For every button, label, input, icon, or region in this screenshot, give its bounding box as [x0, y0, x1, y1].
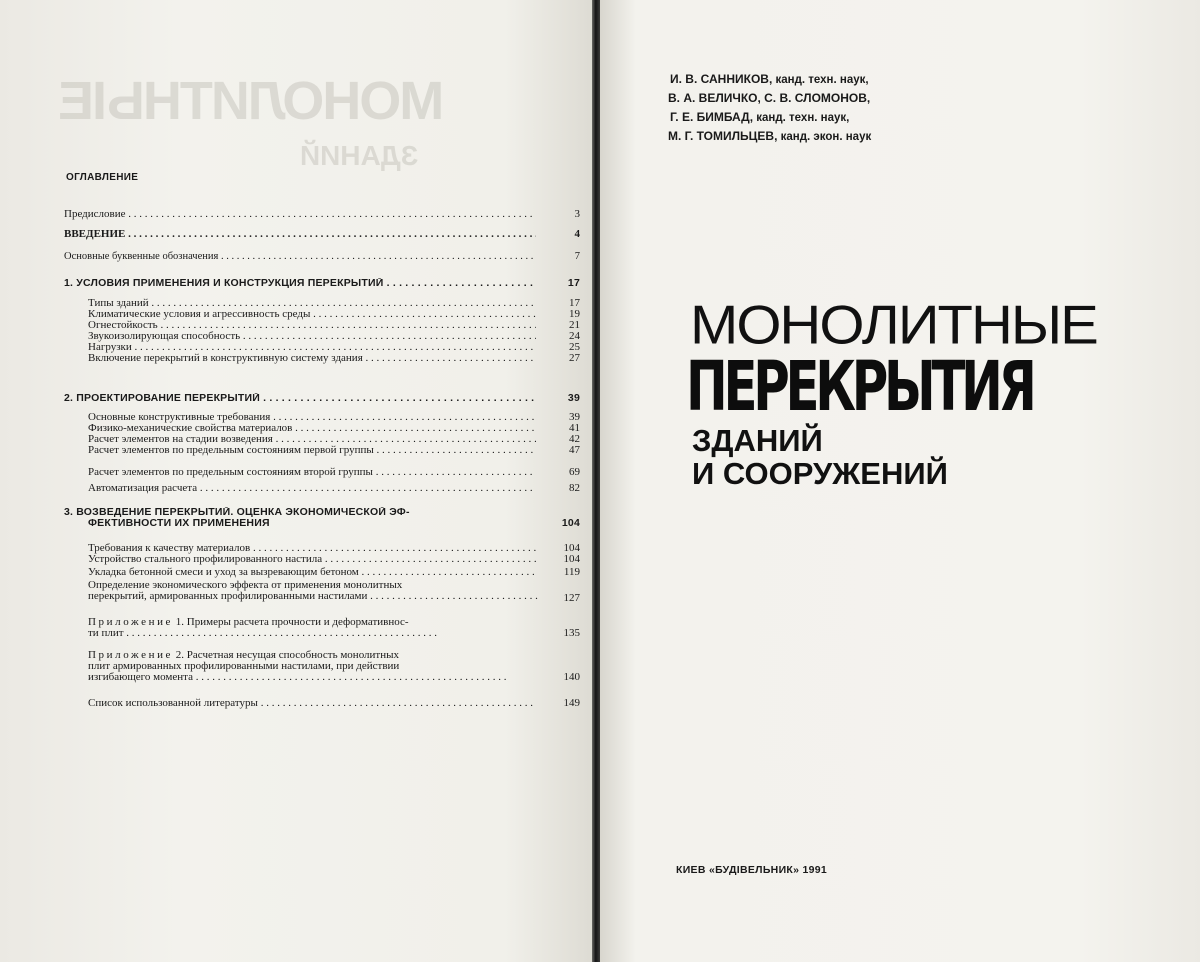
toc-appendix-2: Приложение 2. Расчетная несущая способность монолитных плит армированных профилированными настилами, при действии изгибающего момента . . . 140	[64, 650, 580, 686]
author-list	[670, 70, 871, 146]
book-subtitle	[692, 424, 948, 490]
subtitle-line-2: И СООРУЖЕНИЙ	[692, 456, 948, 491]
publisher-imprint: КИЕВ «БУДІВЕЛЬНИК» 1991	[676, 864, 828, 876]
author: В. А. ВЕЛИЧКО, С. В. СЛОМОНОВ,	[668, 91, 871, 105]
author: Г. Е. БИМБАД, канд. техн. наук,	[670, 110, 850, 124]
toc-chapter-3: 3. ВОЗВЕДЕНИЕ ПЕРЕКРЫТИЙ. ОЦЕНКА ЭКОНОМИЧЕСКОЙ ЭФ- ФЕКТИВНОСТИ ИХ ПРИМЕНЕНИЯ 104	[64, 507, 580, 529]
toc-appendix-1: Приложение 1. Примеры расчета прочности и деформативнос- ти плит . . . 135	[64, 617, 580, 641]
author: И. В. САННИКОВ, канд. техн. наук,	[670, 72, 869, 86]
author: М. Г. ТОМИЛЬЦЕВ, канд. экон. наук	[668, 129, 872, 143]
show-through-text-2: ЗДАНИЙ	[300, 140, 419, 171]
toc-entry-economic-effect: Определение экономического эффекта от применения монолитных перекрытий, армированных профилированными настилами . . . 127	[64, 580, 580, 604]
toc-heading: ОГЛАВЛЕНИЕ	[66, 172, 139, 183]
left-page: МОНОЛИТНЫЕ ЗДАНИЙ ОГЛАВЛЕНИЕ Предисловие . . . 3 ВВЕДЕНИЕ . . . 4 Основные буквенные обозначения . . . 7 1. УСЛОВИЯ ПРИМЕНЕНИЯ И КОНСТРУКЦИЯ ПЕРЕКРЫТИЙ . . . 17 Типы зданий . . . 17 Климатические условия и агрессивность среды . . . 19 Огнестойкость . . . 21 Звукоизолирующая способность . . . 24 Нагрузки . . . 25 Включение перекрытий в конструктивную систему здания . . . 27 2. ПРОЕКТИРОВАНИЕ ПЕРЕКРЫТИЙ . . . 39 Основные конструктивные требования . . . 39 Физико-механические свойства материалов . . . 41 Расчет элементов на стадии возведения . . . 42 Расчет элементов по предельным состояниям первой группы . . . 47 Расчет элементов по предельным состояниям второй группы . . . 69 Автоматизация расчета . . . 82 3. ВОЗВЕДЕНИЕ ПЕРЕКРЫТИЙ. ОЦЕНКА ЭКОНОМИЧЕСКОЙ ЭФ- ФЕКТИВНОСТИ ИХ ПРИМЕНЕНИЯ 104 Требования к качеству материалов . . . 104 Устройство стального профилированного настила . . . 104 Укладка бетонной смеси и уход за вызревающим бетоном . . . 119 Определение экономического эффекта от применения монолитных перекрытий, армированных профилированными настилами . . . 127 Приложение 1. Примеры расчета прочности и деформативнос- ти плит . . . 135 Приложение 2. Расчетная несущая способность монолитных плит армированных профилированными настилами, при действии изгибающего момента . . . 140 Список использованной литературы . . . 149	[0, 0, 594, 962]
book-title-line-1: МОНОЛИТНЫЕ	[690, 294, 1097, 356]
show-through-text: МОНОЛИТНЫЕ	[60, 71, 445, 131]
book-title-line-2: ПЕРЕКРЫТИЯ	[686, 346, 1033, 427]
subtitle-line-1: ЗДАНИЙ	[692, 423, 823, 458]
book-spine	[592, 0, 600, 962]
